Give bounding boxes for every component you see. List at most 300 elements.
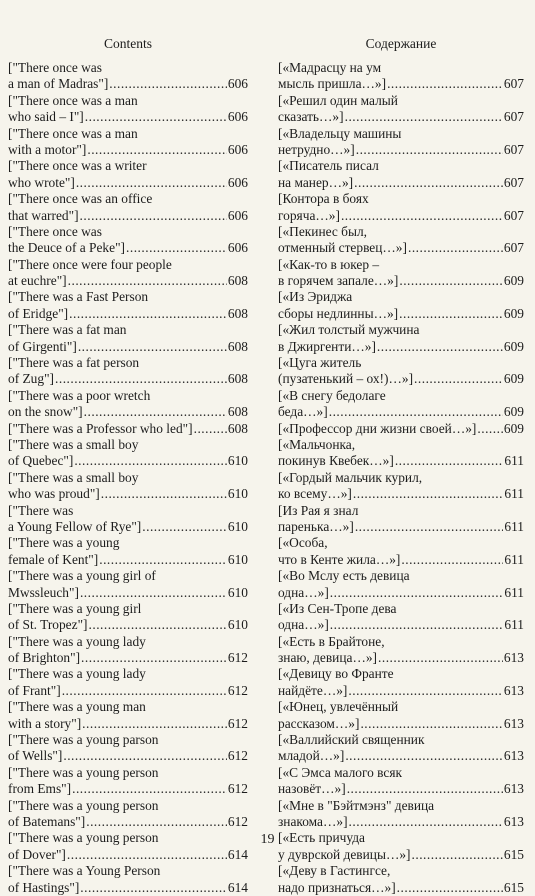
- entry-title-line: ["There was a fat person: [8, 355, 140, 371]
- entry-title-line: назовёт…»]: [278, 781, 346, 797]
- dot-leader: [345, 748, 503, 764]
- entry-page-number: 613: [503, 650, 524, 666]
- contents-heading: Contents: [103, 36, 152, 51]
- entry-title-line: на манер…»]: [278, 174, 354, 190]
- entry-title-line: нетрудно…»]: [278, 141, 355, 157]
- entry-page-number: 613: [503, 813, 524, 829]
- entry-page-number: 611: [504, 453, 524, 469]
- entry-page-number: 611: [504, 518, 524, 534]
- entry-last-line: [278, 273, 524, 289]
- entry-last-line: [8, 306, 248, 322]
- entry-title-line: of Wells"]: [8, 748, 63, 764]
- dot-leader: [349, 814, 503, 830]
- russian-toc-entry: [278, 666, 524, 699]
- english-toc-entry: [8, 535, 248, 568]
- dot-leader: [477, 421, 503, 437]
- english-toc-entry: [8, 470, 248, 503]
- russian-toc-entry: [278, 470, 524, 503]
- entry-title-line: [«Из Эриджа: [278, 289, 353, 305]
- russian-toc-entry: [278, 601, 524, 634]
- english-toc-entry: [8, 388, 248, 421]
- entry-page-number: 606: [227, 240, 248, 256]
- entry-page-number: 613: [503, 682, 524, 698]
- entry-title-line: [«Юнец, увлечённый: [278, 699, 399, 715]
- russian-toc-entry: [278, 355, 524, 388]
- entry-title-line: [«Жил толстый мужчина: [278, 322, 420, 338]
- entry-last-line: [8, 371, 248, 387]
- entry-title-line: [«Профессор дни жизни своей…»]: [278, 420, 477, 436]
- entry-page-number: 612: [227, 715, 248, 731]
- entry-page-number: 611: [504, 486, 524, 502]
- entry-title-line: ["There once was a man: [8, 125, 138, 141]
- entry-title-line: ["There was a young girl of: [8, 568, 156, 584]
- entry-title-line: знакома…»]: [278, 813, 348, 829]
- russian-toc-entry: [278, 699, 524, 732]
- english-toc-entry: [8, 601, 248, 634]
- entry-title-line: from Ems"]: [8, 781, 72, 797]
- english-contents-column: [8, 60, 248, 896]
- entry-title-line: ["There was a young parson: [8, 732, 159, 748]
- dot-leader: [68, 273, 227, 289]
- entry-page-number: 607: [503, 141, 524, 157]
- entry-last-line: [278, 109, 524, 125]
- dot-leader: [76, 175, 227, 191]
- entry-title-line: [«Решил один малый: [278, 92, 398, 108]
- entry-page-number: 615: [503, 846, 524, 862]
- russian-toc-entry: [278, 863, 524, 896]
- russian-contents-heading: Содержание: [365, 36, 437, 51]
- entry-title-line: [«Мадрасцу на ум: [278, 60, 382, 75]
- entry-last-line: [278, 650, 524, 666]
- entry-title-line: ["There was a poor wretch: [8, 387, 151, 403]
- russian-toc-entry: [278, 437, 524, 470]
- russian-toc-entry: [278, 158, 524, 191]
- dot-leader: [80, 585, 227, 601]
- dot-leader: [89, 617, 227, 633]
- entry-last-line: [278, 880, 524, 896]
- english-toc-entry: [8, 224, 248, 257]
- russian-toc-entry: [278, 421, 524, 437]
- entry-title-line: [«Мне в "Бэйтмэнз" девица: [278, 797, 435, 813]
- entry-title-line: a man of Madras"]: [8, 76, 109, 92]
- english-toc-entry: [8, 699, 248, 732]
- russian-toc-entry: [278, 568, 524, 601]
- entry-title-line: [«Валлийский священник: [278, 732, 425, 748]
- entry-title-line: (пузатенький – ох!)…»]: [278, 371, 414, 387]
- entry-title-line: [«Особа,: [278, 535, 328, 551]
- entry-title-line: одна…»]: [278, 617, 329, 633]
- dot-leader: [399, 306, 503, 322]
- entry-last-line: [278, 175, 524, 191]
- entry-title-line: что в Кенте жила…»]: [278, 551, 401, 567]
- entry-page-number: 609: [503, 404, 524, 420]
- entry-last-line: [278, 552, 524, 568]
- entry-page-number: 610: [227, 617, 248, 633]
- dot-leader: [80, 208, 227, 224]
- entry-title-line: ["There was a small boy: [8, 436, 139, 452]
- entry-page-number: 613: [503, 781, 524, 797]
- entry-page-number: 606: [227, 76, 248, 92]
- entry-last-line: [8, 453, 248, 469]
- entry-title-line: that warred"]: [8, 207, 79, 223]
- entry-title-line: [«Гордый мальчик курил,: [278, 469, 423, 485]
- entry-page-number: 607: [503, 207, 524, 223]
- entry-title-line: ["There was: [8, 502, 74, 518]
- dot-leader: [355, 519, 504, 535]
- dot-leader: [74, 453, 227, 469]
- entry-title-line: ["There was a Fast Person: [8, 289, 149, 305]
- entry-title-line: with a motor"]: [8, 141, 87, 157]
- dot-leader: [109, 76, 227, 92]
- russian-toc-entry: [278, 503, 524, 536]
- entry-title-line: [«С Эмса малого всяк: [278, 764, 403, 780]
- entry-last-line: [278, 76, 524, 92]
- entry-page-number: 606: [227, 109, 248, 125]
- dot-leader: [55, 371, 227, 387]
- entry-title-line: ["There was a young person: [8, 830, 159, 846]
- entry-title-line: [«Владельцу машины: [278, 125, 402, 141]
- entry-last-line: [8, 880, 248, 896]
- entry-title-line: ["There was a small boy: [8, 469, 139, 485]
- russian-toc-entry: [278, 634, 524, 667]
- entry-last-line: [8, 552, 248, 568]
- entry-page-number: 612: [227, 650, 248, 666]
- entry-title-line: надо признаться…»]: [278, 879, 396, 895]
- english-toc-entry: [8, 355, 248, 388]
- entry-title-line: найдёте…»]: [278, 682, 348, 698]
- entry-page-number: 609: [503, 273, 524, 289]
- dot-leader: [78, 339, 227, 355]
- dot-leader: [347, 781, 503, 797]
- dot-leader: [85, 109, 227, 125]
- entry-title-line: в горячем запале…»]: [278, 273, 399, 289]
- dot-leader: [86, 814, 227, 830]
- entry-title-line: мысль пришла…»]: [278, 76, 387, 92]
- entry-last-line: [278, 814, 524, 830]
- dot-leader: [348, 683, 503, 699]
- entry-title-line: ["There was a young girl: [8, 600, 142, 616]
- entry-page-number: 610: [227, 453, 248, 469]
- entry-page-number: 610: [227, 551, 248, 567]
- entry-title-line: ко всему…»]: [278, 486, 352, 502]
- english-toc-entry: [8, 191, 248, 224]
- entry-title-line: [«Пекинес был,: [278, 223, 368, 239]
- english-toc-entry: [8, 421, 248, 437]
- entry-last-line: [8, 748, 248, 764]
- entry-page-number: 610: [227, 584, 248, 600]
- entry-title-line: ["There once was an office: [8, 191, 153, 207]
- dot-leader: [360, 716, 502, 732]
- entry-title-line: of Brighton"]: [8, 650, 81, 666]
- entry-last-line: [8, 650, 248, 666]
- entry-title-line: [«Есть причуда: [278, 830, 365, 846]
- entry-page-number: 614: [227, 879, 248, 895]
- english-toc-entry: [8, 322, 248, 355]
- entry-page-number: 608: [227, 273, 248, 289]
- russian-toc-entry: [278, 289, 524, 322]
- entry-title-line: on the snow"]: [8, 404, 83, 420]
- entry-last-line: [8, 519, 248, 535]
- entry-last-line: [278, 453, 524, 469]
- entry-title-line: ["There was a young person: [8, 764, 159, 780]
- dot-leader: [414, 371, 503, 387]
- dot-leader: [345, 109, 503, 125]
- entry-last-line: [278, 142, 524, 158]
- entry-title-line: of Batemans"]: [8, 813, 86, 829]
- entry-title-line: of Zug"]: [8, 371, 54, 387]
- dot-leader: [67, 847, 227, 863]
- entry-page-number: 610: [227, 518, 248, 534]
- russian-toc-entry: [278, 732, 524, 765]
- russian-toc-entry: [278, 126, 524, 159]
- entry-title-line: [«Писатель писал: [278, 158, 379, 174]
- entry-last-line: [278, 208, 524, 224]
- english-toc-entry: [8, 60, 248, 93]
- entry-title-line: of Quebec"]: [8, 453, 74, 469]
- entry-last-line: [278, 683, 524, 699]
- dot-leader: [377, 339, 503, 355]
- entry-title-line: female of Kent"]: [8, 551, 99, 567]
- entry-title-line: [«Во Мслу есть девица: [278, 568, 410, 584]
- entry-title-line: [«Есть в Брайтоне,: [278, 633, 385, 649]
- entry-title-line: of Girgenti"]: [8, 338, 77, 354]
- entry-last-line: [8, 683, 248, 699]
- entry-page-number: 608: [227, 305, 248, 321]
- entry-page-number: 606: [227, 141, 248, 157]
- entry-title-line: ["There was a young man: [8, 699, 146, 715]
- entry-page-number: 608: [227, 371, 248, 387]
- entry-title-line: Mwssleuch"]: [8, 584, 79, 600]
- dot-leader: [395, 453, 504, 469]
- entry-last-line: [278, 421, 524, 437]
- entry-title-line: ["There was a young: [8, 535, 120, 551]
- entry-page-number: 609: [503, 305, 524, 321]
- russian-toc-entry: [278, 93, 524, 126]
- entry-title-line: at euchre"]: [8, 273, 67, 289]
- dot-leader: [80, 880, 227, 896]
- entry-page-number: 607: [503, 174, 524, 190]
- english-toc-entry: [8, 93, 248, 126]
- entry-title-line: паренька…»]: [278, 518, 354, 534]
- english-toc-entry: [8, 257, 248, 290]
- entry-last-line: [8, 585, 248, 601]
- entry-title-line: ["There was a young lady: [8, 633, 146, 649]
- dot-leader: [330, 585, 504, 601]
- entry-title-line: who was proud"]: [8, 486, 100, 502]
- entry-title-line: [«Деву в Гастингсе,: [278, 863, 391, 879]
- entry-title-line: ["There was a Young Person: [8, 863, 161, 879]
- entry-page-number: 607: [503, 76, 524, 92]
- entry-page-number: 611: [504, 617, 524, 633]
- dot-leader: [397, 880, 503, 896]
- entry-title-line: ["There once was a man: [8, 92, 138, 108]
- entry-title-line: [«Мальчонка,: [278, 436, 356, 452]
- entry-last-line: [8, 421, 248, 437]
- english-toc-entry: [8, 437, 248, 470]
- entry-last-line: [8, 175, 248, 191]
- entry-title-line: ["There once were four people: [8, 256, 172, 272]
- dot-leader: [101, 486, 227, 502]
- entry-title-line: в Джиргенти…»]: [278, 338, 376, 354]
- entry-title-line: of Frant"]: [8, 682, 61, 698]
- entry-last-line: [278, 748, 524, 764]
- dot-leader: [399, 273, 503, 289]
- entry-title-line: ["There was a young person: [8, 797, 159, 813]
- entry-page-number: 608: [227, 338, 248, 354]
- entry-page-number: 611: [504, 584, 524, 600]
- entry-last-line: [8, 339, 248, 355]
- entry-title-line: [«Из Сен-Тропе дева: [278, 600, 397, 616]
- entry-last-line: [278, 847, 524, 863]
- entry-page-number: 608: [227, 404, 248, 420]
- english-toc-entry: [8, 634, 248, 667]
- entry-title-line: ["There was a fat man: [8, 322, 127, 338]
- entry-last-line: [8, 486, 248, 502]
- english-toc-entry: [8, 765, 248, 798]
- dot-leader: [356, 142, 503, 158]
- russian-toc-entry: [278, 191, 524, 224]
- entry-title-line: of Dover"]: [8, 846, 66, 862]
- entry-title-line: [«Как-то в юкер –: [278, 256, 380, 272]
- russian-toc-entry: [278, 60, 524, 93]
- entry-page-number: 606: [227, 174, 248, 190]
- entry-title-line: сборы недлинны…»]: [278, 305, 399, 321]
- entry-page-number: 613: [503, 748, 524, 764]
- dot-leader: [329, 404, 503, 420]
- dot-leader: [81, 650, 227, 666]
- entry-page-number: 608: [227, 420, 248, 436]
- russian-contents-column: [278, 60, 524, 896]
- entry-title-line: знаю, девица…»]: [278, 650, 377, 666]
- entry-page-number: 614: [227, 846, 248, 862]
- entry-title-line: [«В снегу бедолаге: [278, 387, 386, 403]
- entry-last-line: [278, 486, 524, 502]
- dot-leader: [62, 683, 227, 699]
- russian-toc-entry: [278, 765, 524, 798]
- dot-leader: [387, 76, 503, 92]
- entry-page-number: 615: [503, 879, 524, 895]
- entry-title-line: who said – I"]: [8, 109, 84, 125]
- russian-toc-entry: [278, 224, 524, 257]
- entry-title-line: беда…»]: [278, 404, 328, 420]
- dot-leader: [99, 552, 227, 568]
- dot-leader: [126, 240, 227, 256]
- entry-title-line: ["There was a young lady: [8, 666, 146, 682]
- russian-toc-entry: [278, 535, 524, 568]
- entry-last-line: [278, 404, 524, 420]
- entry-title-line: рассказом…»]: [278, 715, 360, 731]
- dot-leader: [353, 486, 504, 502]
- entry-title-line: сказать…»]: [278, 109, 344, 125]
- entry-title-line: младой…»]: [278, 748, 345, 764]
- entry-last-line: [8, 404, 248, 420]
- dot-leader: [378, 650, 503, 666]
- entry-title-line: [«Цуга житель: [278, 355, 362, 371]
- entry-page-number: 607: [503, 109, 524, 125]
- english-toc-entry: [8, 863, 248, 896]
- russian-toc-entry: [278, 798, 524, 831]
- entry-page-number: 611: [504, 551, 524, 567]
- dot-leader: [341, 208, 503, 224]
- entry-last-line: [8, 208, 248, 224]
- dot-leader: [330, 617, 504, 633]
- entry-title-line: ["There was a Professor who led"]: [8, 420, 193, 436]
- entry-title-line: [Контора в боях: [278, 191, 369, 207]
- entry-title-line: the Deuce of a Peke"]: [8, 240, 125, 256]
- russian-toc-entry: [278, 257, 524, 290]
- entry-title-line: who wrote"]: [8, 174, 75, 190]
- entry-title-line: of Eridge"]: [8, 305, 69, 321]
- dot-leader: [142, 519, 227, 535]
- entry-title-line: ["There once was: [8, 223, 102, 239]
- entry-page-number: 613: [503, 715, 524, 731]
- entry-title-line: [Из Рая я знал: [278, 502, 359, 518]
- russian-toc-entry: [278, 388, 524, 421]
- entry-title-line: of Hastings"]: [8, 879, 80, 895]
- entry-last-line: [278, 617, 524, 633]
- entry-title-line: [«Девицу во Франте: [278, 666, 394, 682]
- entry-last-line: [8, 109, 248, 125]
- entry-last-line: [278, 781, 524, 797]
- entry-last-line: [8, 716, 248, 732]
- entry-last-line: [278, 306, 524, 322]
- entry-title-line: with a story"]: [8, 715, 82, 731]
- english-toc-entry: [8, 666, 248, 699]
- entry-last-line: [8, 76, 248, 92]
- entry-page-number: 609: [503, 371, 524, 387]
- entry-title-line: отменный стервец…»]: [278, 240, 407, 256]
- entry-last-line: [8, 847, 248, 863]
- dot-leader: [408, 240, 503, 256]
- entry-last-line: [8, 273, 248, 289]
- entry-title-line: горяча…»]: [278, 207, 340, 223]
- entry-last-line: [8, 240, 248, 256]
- entry-last-line: [278, 240, 524, 256]
- entry-title-line: of St. Tropez"]: [8, 617, 88, 633]
- english-toc-entry: [8, 158, 248, 191]
- entry-last-line: [8, 814, 248, 830]
- english-toc-entry: [8, 503, 248, 536]
- entry-page-number: 612: [227, 682, 248, 698]
- entry-title-line: ["There once was: [8, 60, 102, 75]
- dot-leader: [194, 421, 227, 437]
- dot-leader: [401, 552, 503, 568]
- page-number: 19: [260, 832, 275, 847]
- entry-page-number: 606: [227, 207, 248, 223]
- english-toc-entry: [8, 289, 248, 322]
- dot-leader: [84, 404, 227, 420]
- entry-last-line: [278, 716, 524, 732]
- dot-leader: [354, 175, 503, 191]
- english-toc-entry: [8, 732, 248, 765]
- dot-leader: [69, 306, 227, 322]
- entry-last-line: [278, 585, 524, 601]
- entry-title-line: a Young Fellow of Rye"]: [8, 518, 142, 534]
- entry-last-line: [8, 781, 248, 797]
- entry-title-line: покинув Квебек…»]: [278, 453, 394, 469]
- entry-title-line: у дуврской девицы…»]: [278, 846, 411, 862]
- entry-title-line: одна…»]: [278, 584, 329, 600]
- dot-leader: [63, 748, 227, 764]
- entry-last-line: [278, 371, 524, 387]
- dot-leader: [82, 716, 227, 732]
- entry-last-line: [278, 519, 524, 535]
- entry-page-number: 609: [503, 338, 524, 354]
- entry-page-number: 612: [227, 813, 248, 829]
- entry-last-line: [8, 617, 248, 633]
- entry-page-number: 612: [227, 781, 248, 797]
- english-toc-entry: [8, 798, 248, 831]
